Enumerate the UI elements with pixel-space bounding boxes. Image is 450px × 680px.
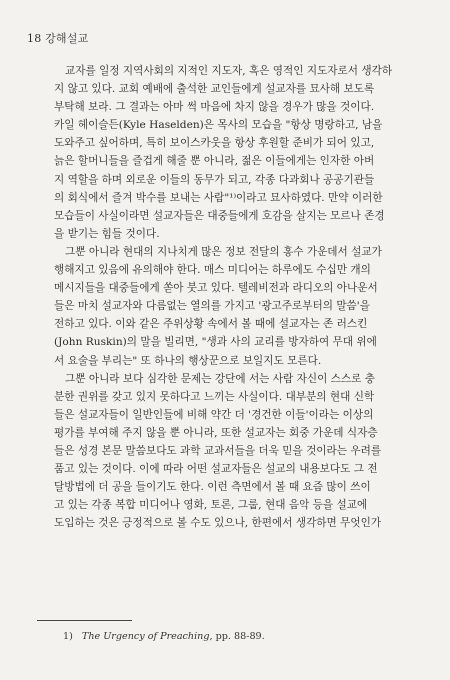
text-line: 의 회식에서 즐겨 박수를 보내는 사람"¹⁾이라고 묘사하였다. 만약 이러한 [54,191,383,204]
text-line: 고 있는 각종 복합 미디어나 영화, 토론, 그룹, 현대 음악 등을 설교에 [54,499,368,512]
text-line: (John Ruskin)의 말을 빌리면, "생과 사의 교리를 방자하여 무대 위에 [54,336,377,349]
running-head: 18 강해설교 [27,32,89,45]
footnote-title: The Urgency of Preaching, [81,631,213,642]
footnote-divider [37,620,132,621]
text-line: 분한 권위를 갖고 있지 못하다고 느끼는 사실이다. 대부분의 현대 신학 [54,390,375,403]
body-text [54,62,404,532]
text-line: 들은 설교자들이 일반인들에 비해 약간 더 '경건한 이들'이라는 이상의 [54,408,374,421]
text-line: 모습들이 사실이라면 설교자들은 대중들에게 호감을 살지는 모르나 존경 [54,209,385,222]
text-line: 교자를 일정 지역사회의 지적인 지도자, 혹은 영적인 지도자로서 생각하 [65,65,393,77]
text-line: 을 받기는 힘들 것이다. [54,227,160,240]
footnote [63,631,265,642]
paragraph-2 [54,243,404,370]
text-line: 서 요술을 부리는" 또 하나의 행상꾼으로 보일지도 모른다. [54,354,322,367]
paragraph-3 [54,370,404,533]
text-line: 그뿐 아니라 보다 심각한 문제는 강단에 서는 사람 자신이 스스로 충 [65,372,375,385]
footnote-pages: pp. 88-89. [215,631,265,642]
text-line: 달방법에 더 공을 들이기도 한다. 이런 측면에서 볼 때 요즘 많이 쓰이 [54,481,371,494]
text-line: 카일 헤이슬든(Kyle Haselden)은 목사의 모습을 "항상 명랑하고, 남을 [54,119,383,132]
text-line: 지 역할을 하며 외로운 이들의 동무가 되고, 각종 다과회나 공공기관들 [54,173,375,186]
text-line: 늙은 할머니들을 즐겁게 해줄 뿐 아니라, 젊은 이들에게는 인자한 아버 [54,155,375,168]
text-line: 들은 마치 설교자와 다름없는 열의를 가지고 '광고주로부터의 말씀'을 [54,300,370,313]
text-line: 지 않고 있다. 교회 예배에 출석한 교인들에게 설교자를 묘사해 보도록 [54,83,375,96]
text-line: 행해지고 있음에 유의해야 한다. 매스 미디어는 하루에도 수십만 개의 [54,264,371,277]
text-line: 들은 성경 본문 말씀보다도 과학 교과서들을 더욱 믿을 것이라는 우려를 [54,444,382,457]
text-line: 전하고 있다. 이와 같은 주위상황 속에서 볼 때에 설교자는 존 러스킨 [54,318,368,331]
text-line: 메시지들을 대중들에게 쏟아 붓고 있다. 텔레비전과 라디오의 아나운서 [54,282,378,295]
paragraph-1 [54,62,404,243]
text-line: 평가를 부여해 주지 않을 뿐 아니라, 또한 설교자는 회중 가운데 식자층 [54,426,378,439]
footnote-number: 1) [63,631,73,642]
text-line: 도입하는 것은 긍정적으로 볼 수도 있으나, 한편에서 생각하면 무엇인가 [54,517,382,530]
text-line: 그뿐 아니라 현대의 지나치게 많은 정보 전달의 홍수 가운데서 설교가 [65,245,382,258]
text-line: 도와주고 싶어하며, 특히 보이스카웃을 항상 후원할 준비가 되어 있고, [54,137,375,150]
text-line: 품고 있는 것이다. 이에 따라 어떤 설교자들은 설교의 내용보다도 그 전 [54,463,378,476]
text-line: 부탁해 보라. 그 결과는 아마 썩 마음에 차지 않을 경우가 많을 것이다. [54,101,375,114]
